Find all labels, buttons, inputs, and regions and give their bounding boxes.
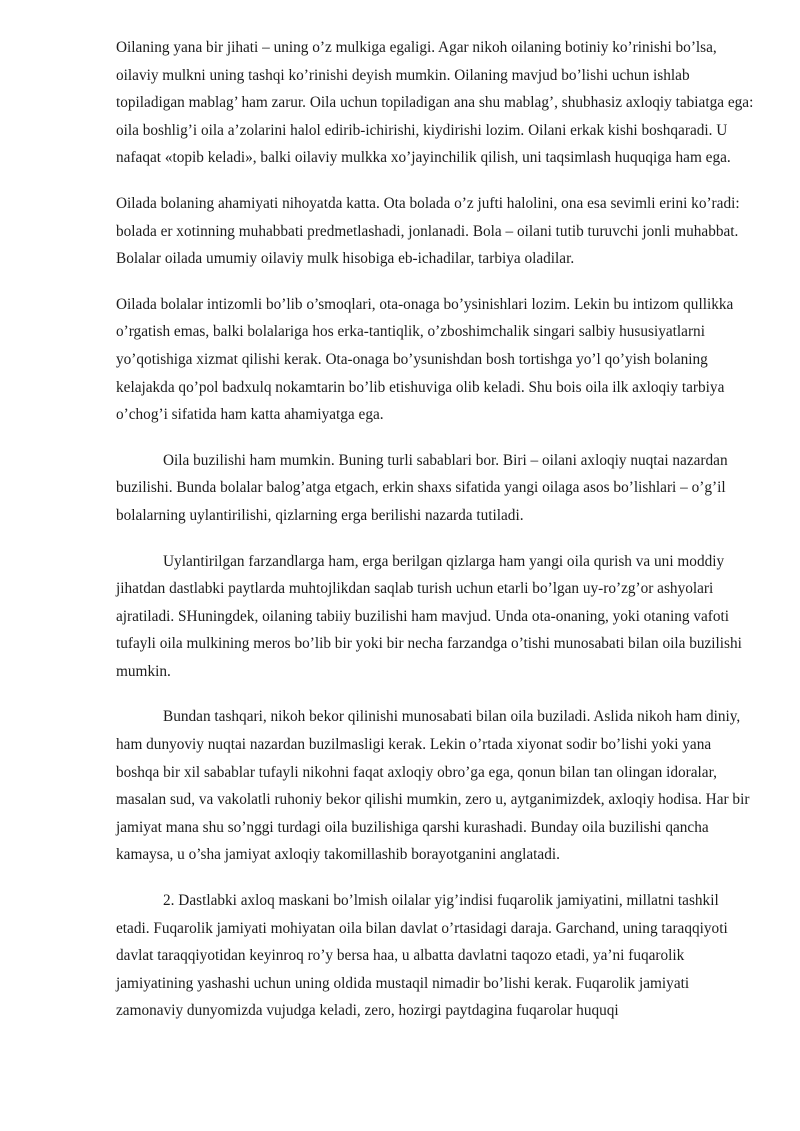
paragraph-5: Uylantirilgan farzandlarga ham, erga berilgan qizlarga ham yangi oila qurish va uni moddiy jihatdan dastlabki paytlarda muhtojlikdan saqlab turish uchun etarli bo’lgan uy-ro’zg’or ashyolari ajratiladi. SHuningdek, oilaning tabiiy buzilishi ham mavjud. Unda ota-onaning, yoki otaning vafoti tufayli oila mulkining meros bo’lib bir yoki bir necha farzandga o’tishi munosabati bilan oila buzilishi mumkin. — [116, 552, 742, 680]
paragraph-1: Oilaning yana bir jihati – uning o’z mulkiga egaligi. Agar nikoh oilaning botiniy ko’rinishi bo’lsa, oilaviy mulkni uning tashqi ko’rinishi deyish mumkin. Oilaning mavjud bo’lishi uchun ishlab topiladigan mablag’ ham zarur. Oila uchun topiladigan ana shu mablag’, shubhasiz axloqiy tabiatga ega: oila boshlig’i oila a’zolarini halol edirib-ichirishi, kiydirishi lozim. Oilani erkak kishi boshqaradi. U nafaqat «topib keladi», balki oilaviy mulkka xo’jayinchilik qilish, uni taqsimlash huquqiga ham ega. — [116, 39, 754, 167]
document-page — [116, 34, 756, 1043]
paragraph-3: Oilada bolalar intizomli bo’lib o’smoqlari, ota-onaga bo’ysinishlari lozim. Lekin bu intizom qullikka o’rgatish emas, balki bolalariga hos erka-tantiqlik, o’zboshimchalik singari salbiy hususiyatlarni yo’qotishiga xizmat qilishi kerak. Ota-onaga bo’ysunishdan bosh tortishga yo’l qo’yish bolaning kelajakda qo’pol badxulq nokamtarin bo’lib etishuviga olib keladi. Shu bois oila ilk axloqiy tarbiya o’chog’i sifatida ham katta ahamiyatga ega. — [116, 295, 734, 424]
paragraph-2: Oilada bolaning ahamiyati nihoyatda katta. Ota bolada o’z jufti halolini, ona esa sevimli erini ko’radi: bolada er xotinning muhabbati predmetlashadi, jonlanadi. Bola – oilani tutib turuvchi jonli muhabbat. Bolalar oilada umumiy oilaviy mulk hisobiga eb-ichadilar, tarbiya oladilar. — [116, 194, 740, 268]
paragraph-4: Oila buzilishi ham mumkin. Buning turli sabablari bor. Biri – oilani axloqiy nuqtai nazardan buzilishi. Bunda bolalar balog’atga etgach, erkin shaxs sifatida yangi oilaga asos bo’lishlari – o’g’il bolalarning uylantirilishi, qizlarning erga berilishi nazarda tutiladi. — [116, 451, 728, 524]
paragraph-6: Bundan tashqari, nikoh bekor qilinishi munosabati bilan oila buziladi. Aslida nikoh ham diniy, ham dunyoviy nuqtai nazardan buzilmasligi kerak. Lekin o’rtada xiyonat sodir bo’lishi yoki yana boshqa bir xil sabablar tufayli nikohni faqat axloqiy obro’ga ega, qonun bilan tan olingan idoralar, masalan sud, va vakolatli ruhoniy bekor qilishi mumkin, zero u, aytganimizdek, axloqiy hodisa. Har bir jamiyat mana shu so’nggi turdagi oila buzilishiga qarshi kurashadi. Bunday oila buzilishi qancha kamaysa, u o’sha jamiyat axloqiy takomillashib borayotganini anglatadi. — [116, 708, 750, 864]
paragraph-7: 2. Dastlabki axloq maskani bo’lmish oilalar yig’indisi fuqarolik jamiyatini, millatni tashkil etadi. Fuqarolik jamiyati mohiyatan oila bilan davlat o’rtasidagi daraja. Garchand, uning taraqqiyoti davlat taraqqiyotidan keyinroq ro’y bersa haa, u albatta davlatni taqozo etadi, ya’ni fuqarolik jamiyatining yashashi uchun uning oldida mustaqil nimadir bo’lishi kerak. Fuqarolik jamiyati zamonaviy dunyomizda vujudga keladi, zero, hozirgi paytdagina fuqarolar huquqi — [116, 892, 728, 1020]
